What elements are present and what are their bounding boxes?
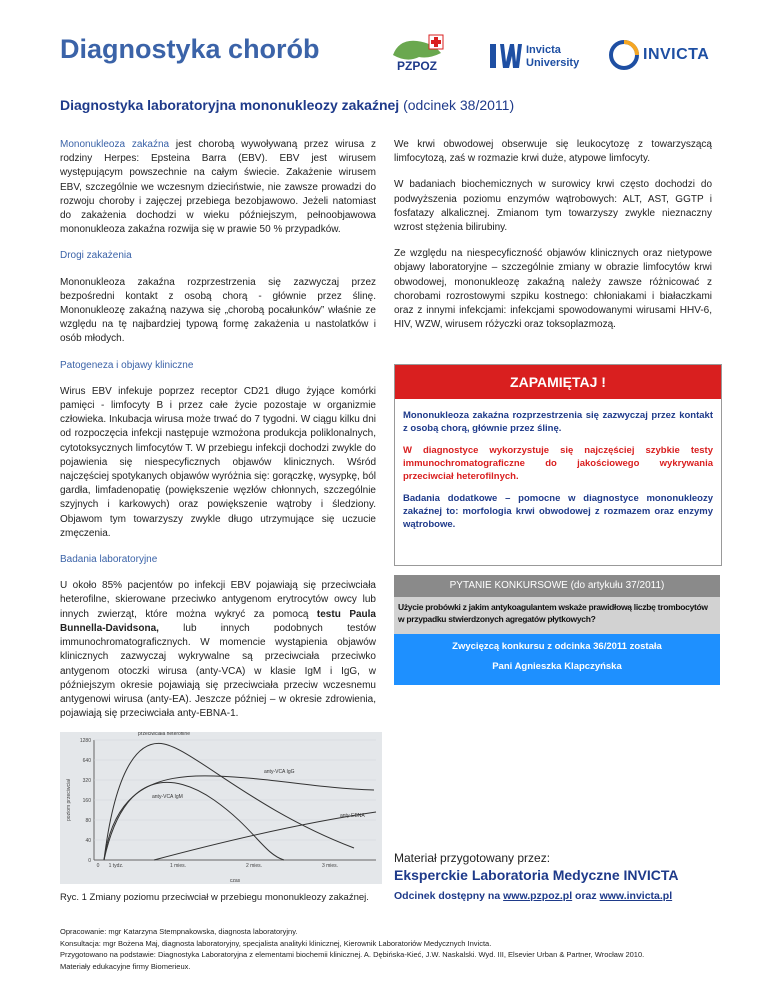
chart-series-label: anty-EBNA (340, 813, 365, 819)
paragraph-patogeneza: Wirus EBV infekuje poprzez receptor CD21 długo żyjące komórki pamięci - limfocyty B i przez całe życie pozostaje w organizmie człowieka. Inkubacja wirusa może trwać do 7 tygodni. W ciągu kilku dni od rozpoczęcia infekcji następuje wzmożona produkcja poliklonalnych, cytotoksycznych limfocytów T. W przebiegu infekcji dochodzi zwykle do pojawienia się niespecyficznych objawów klinicznych. Wśród najczęściej spotykanych objawów wyróżnia się: gorączkę, wysypkę, ból gardła, limfadenopatię (powiększenie węzłów chłonnych, szczególnie szyjnych i karkowych) oraz powiększenie wątroby i śledziony. Objawom tym towarzyszy zwykle długo utrzymujące się uczucie zmęczenia. (60, 385, 376, 539)
chart-x-tick-label: 3 mies. (321, 863, 339, 869)
invicta-logo-text: INVICTA (643, 46, 710, 63)
chart-x-tick-label: 1 tydz. (108, 863, 124, 869)
antibody-chart-svg (60, 732, 382, 884)
chart-y-tick-label: 80 (85, 818, 91, 824)
chart-series-line (154, 812, 376, 860)
chart-x-axis-label: czas (229, 878, 241, 884)
chart-y-tick-label: 160 (82, 798, 91, 804)
chart-series-label: anty-VCA IgG (264, 769, 295, 775)
invicta-university-logo-line1: Invicta (526, 44, 561, 56)
figure-caption: Ryc. 1 Zmiany poziomu przeciwciał w przebiegu mononukleozy zakaźnej. (60, 892, 369, 903)
intro-text: jest chorobą wywoływaną przez wirusa z rodziny Herpes: Epsteina Barra (EBV). EBV jest wirusem występującym powszechnie na całym świecie. Zakażenie wirusem EBV, szczególnie we wczesnym dzieciństwie, nie zawsze prowadzi do rozwoju choroby i zajęczej przebiega bezobjawowo. Jeżeli natomiast do zakażenia dochodzi w wieku późniejszym, pełnoobjawowa mononukleoza zakaźna rozwija się w prawie 50 % przypadków. (60, 139, 376, 236)
pzpoz-logo-text: PZPOZ (397, 59, 438, 73)
chart-x-tick-label: 1 mies. (169, 863, 187, 869)
right-paragraph-2: W badaniach biochemicznych w surowicy krwi często dochodzi do podwyższenia poziomu enzymów wątrobowych: ALT, AST, GGTP i fosfatazy alkalicznej. Zmianom tym towarzyszy zwykle nieznaczny wzrost stężenia bilirubiny. (394, 179, 712, 234)
chart-y-tick-label: 640 (82, 758, 91, 764)
chart-series-line (104, 782, 284, 860)
contest-title: PYTANIE KONKURSOWE (449, 580, 568, 591)
footer-line-1: Opracowanie: mgr Katarzyna Stempnakowska, diagnosta laboratoryjny. (60, 927, 298, 936)
invicta-university-logo-line2: University (526, 57, 580, 69)
prepared-by: Materiał przygotowany przez: (394, 851, 551, 865)
invicta-university-logo (488, 36, 588, 76)
online-links (394, 890, 672, 902)
chart-x-tick-label: 0 (96, 863, 100, 869)
winner-name: Pani Agnieszka Klapczyńska (492, 661, 622, 672)
online-mid: oraz (572, 890, 600, 902)
antibody-chart (60, 732, 382, 884)
contest-title-ref: (do artykułu 37/2011) (567, 580, 665, 591)
right-paragraph-1: We krwi obwodowej obserwuje się leukocytozę z towarzyszącą limfocytozą, zaś w rozmazie krwi duże, atypowe limfocyty. (394, 139, 712, 165)
chart-y-tick-label: 1280 (79, 738, 91, 744)
contest-question: Użycie probówki z jakim antykoagulantem wskaże prawidłową liczbę trombocytów w przypadku stwierdzonych agregatów płytkowych? (394, 597, 720, 643)
section-patogeneza: Patogeneza i objawy kliniczne (60, 359, 194, 371)
badania-test-name: testu Paula Bunnella-Davidsona, (60, 608, 376, 634)
remember-box (394, 364, 722, 566)
left-column (60, 138, 376, 733)
badania-part2: lub innych podobnych testów immunochromatograficznych. W momencie wystąpienia objawów klinicznych zazwyczaj wykrywalne są przeciwciała przeciwko antygenom otoczki wirusa (anty-VCA) w klasie IgM i IgG, w późniejszym okresie pojawiają się przeciwciała przeciw wczesnemu antygenowi wirusa (anty-EA). Jeszcze później – w okresie zdrowienia, pojawiają się przeciwciała anty-EBNA-1. (60, 622, 376, 720)
winner-line-1: Zwycięzcą konkursu z odcinka 36/2011 została (452, 641, 662, 652)
subtitle-main: Diagnostyka laboratoryjna mononukleozy zakaźnej (60, 97, 400, 113)
chart-x-tick-label: 2 mies. (245, 863, 263, 869)
right-paragraph-3: Ze względu na niespecyficzność objawów klinicznych oraz nietypowe objawy laboratoryjne – szczególnie zmiany w obrazie limfocytów krwi obwodowej, mononukleozę zakaźną należy zawsze różnicować z chorobami rozrostowymi szpiku kostnego: chłoniakami i białaczkami oraz z innymi infekcjami: infekcjami spowodowanymi wirusami HHV-6, HIV, WZW, wirusem różyczki oraz toksoplazmozą. (394, 248, 712, 331)
chart-y-tick-label: 0 (88, 858, 91, 864)
paragraph-badania (60, 579, 376, 721)
pzpoz-link[interactable]: www.pzpoz.pl (503, 890, 573, 902)
paragraph-drogi: Mononukleoza zakaźna rozprzestrzenia się zazwyczaj przez bezpośredni kontakt z osobą chorą - głównie przez ślinę. Mononukleozę zakaźną nazywa się „chorobą pocałunków” właśnie ze względu na tę najbardziej typową formę zakażenia u nastolatków i osób młodych. (60, 276, 376, 345)
remember-title: ZAPAMIĘTAJ ! (395, 365, 721, 399)
remember-item-3: Badania dodatkowe – pomocne w diagnostyce mononukleozy zakaźnej to: morfologia krwi obwodowej z rozmazem oraz enzymy wątrobowe. (403, 493, 713, 530)
article-subtitle (60, 97, 514, 113)
contest-header (394, 575, 720, 597)
remember-item-2: W diagnostyce wykorzystuje się najczęściej szybkie testy immunochromatograficzne do jakościowego wykrywania przeciwciał heterofilnych. (403, 445, 713, 482)
chart-series-label: przeciwciała heterofilne (138, 732, 190, 737)
contest-winner (394, 634, 720, 685)
online-prefix: Odcinek dostępny na (394, 890, 504, 902)
subtitle-episode: (odcinek 38/2011) (399, 97, 515, 113)
invicta-link[interactable]: www.invicta.pl (599, 890, 673, 902)
chart-y-tick-label: 320 (82, 778, 91, 784)
right-column (394, 138, 712, 344)
chart-y-axis-label: poziom przeciwciał (66, 779, 72, 821)
footer-line-2: Konsultacja: mgr Bożena Maj, diagnosta laboratoryjny, specjalista analityki klinicznej, Kierownik Laboratoriów Medycznych Invicta. (60, 938, 492, 948)
badania-part1: U około 85% pacjentów po infekcji EBV pojawiają się przeciwciała heterofilne, skierowane przeciwko antygenom erytrocytów owcy lub innych zwierząt, które można wykryć za pomocą (60, 580, 376, 620)
footer-line-4: Materiały edukacyjne firmy Biomerieux. (60, 961, 191, 971)
section-drogi-zakazenia: Drogi zakażenia (60, 250, 132, 262)
intro-highlight: Mononukleoza zakaźna (60, 139, 170, 150)
chart-series-label: anty-VCA IgM (152, 794, 183, 800)
footer-line-3: Przygotowano na podstawie: Diagnostyka Laboratoryjna z elementami biochemii klinicznej. A. Dębińska-Kieć, J.W. Naskalski. Wyd. III, Elsevier Urban & Partner, Wrocław 2010. (60, 950, 645, 959)
pzpoz-logo (389, 33, 449, 75)
invicta-logo (609, 38, 739, 72)
footer (60, 926, 750, 972)
section-badania: Badania laboratoryjne (60, 554, 158, 566)
remember-item-1: Mononukleoza zakaźna rozprzestrzenia się zazwyczaj przez kontakt z osobą chorą, głównie przez ślinę. (403, 410, 713, 434)
lab-name: Eksperckie Laboratoria Medyczne INVICTA (394, 867, 679, 883)
chart-y-tick-label: 40 (85, 838, 91, 844)
chart-series-line (104, 743, 354, 860)
page-title: Diagnostyka chorób (60, 34, 320, 64)
